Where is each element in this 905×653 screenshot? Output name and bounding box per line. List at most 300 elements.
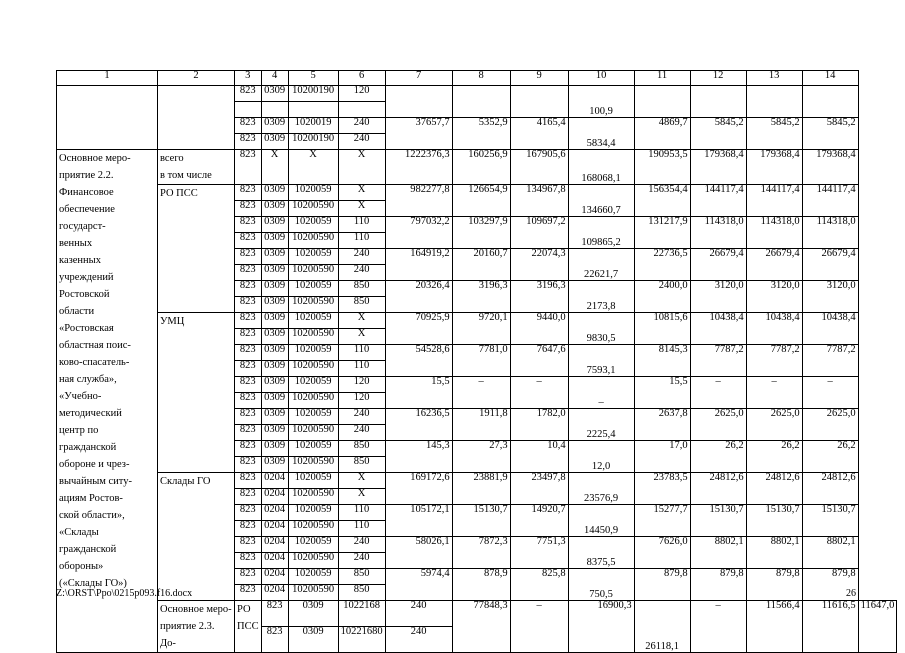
code-cell — [235, 102, 262, 118]
value-cell: 26,2 — [690, 441, 746, 473]
table-row — [57, 601, 897, 627]
code-cell: 10200590 — [288, 585, 338, 601]
value-cell: 15,5 — [634, 377, 690, 409]
value-cell: 1222376,3 — [385, 150, 452, 185]
code-cell: 120 — [338, 86, 385, 102]
value-cell: 23783,5 — [634, 473, 690, 505]
header-cell: 14 — [802, 71, 858, 86]
code-cell: 823 — [235, 473, 262, 489]
value-cell: 7751,3 — [510, 537, 568, 569]
value-cell: 20160,7 — [452, 249, 510, 281]
measure-name-line: области — [59, 306, 95, 317]
code-cell: 110 — [338, 521, 385, 537]
value-cell: 179368,4 — [690, 150, 746, 185]
code-cell: 0204 — [261, 569, 288, 585]
code-cell: 850 — [338, 585, 385, 601]
code-cell: 823 — [235, 281, 262, 297]
value-cell: 22074,3 — [510, 249, 568, 281]
code-cell: 110 — [338, 233, 385, 249]
table-row — [57, 313, 897, 329]
value-cell: 3120,0 — [690, 281, 746, 313]
value-cell: 145,3 — [385, 441, 452, 473]
table-row — [57, 473, 897, 489]
value-cell: 10438,4 — [690, 313, 746, 345]
code-cell: X — [338, 313, 385, 329]
value-cell: 5974,4 — [385, 569, 452, 601]
code-cell: 0309 — [261, 86, 288, 102]
code-cell: 240 — [338, 265, 385, 281]
code-cell: 1022168 — [338, 601, 385, 627]
executor-cell: РО ПСС — [235, 601, 262, 653]
value-cell: 982277,8 — [385, 185, 452, 217]
value-cell: 22736,5 — [634, 249, 690, 281]
code-cell: 823 — [235, 134, 262, 150]
footer-page-number: 26 — [846, 588, 856, 599]
value-cell: 20326,4 — [385, 281, 452, 313]
code-cell: 0309 — [261, 345, 288, 361]
value-cell: 7787,2 — [690, 345, 746, 377]
code-cell: 823 — [235, 201, 262, 217]
measure-name-line: «Склады — [59, 527, 99, 538]
header-cell: 12 — [690, 71, 746, 86]
code-cell: 850 — [338, 569, 385, 585]
code-cell: 850 — [338, 441, 385, 457]
value-cell: 23576,9 — [568, 473, 634, 505]
value-cell: 2173,8 — [568, 281, 634, 313]
code-cell: 0204 — [261, 553, 288, 569]
value-cell: 7647,6 — [510, 345, 568, 377]
code-cell: 1020059 — [288, 281, 338, 297]
value-cell — [510, 86, 568, 118]
value-cell: 54528,6 — [385, 345, 452, 377]
code-cell: 823 — [235, 569, 262, 585]
code-cell: X — [338, 185, 385, 201]
value-cell: 3120,0 — [802, 281, 858, 313]
code-cell: 0204 — [261, 585, 288, 601]
code-cell: 0204 — [261, 473, 288, 489]
code-cell: 823 — [235, 489, 262, 505]
code-cell: 10200590 — [288, 521, 338, 537]
code-cell: 1020059 — [288, 185, 338, 201]
value-cell: 26118,1 — [634, 601, 690, 653]
code-cell: 823 — [235, 265, 262, 281]
code-cell: 0309 — [261, 425, 288, 441]
measure-name-line: ково-спасатель- — [59, 357, 130, 368]
code-cell: 0309 — [261, 118, 288, 134]
value-cell: 879,8 — [634, 569, 690, 601]
value-cell: – — [452, 377, 510, 409]
code-cell: 823 — [235, 118, 262, 134]
code-cell: 0309 — [261, 329, 288, 345]
value-cell: 825,8 — [510, 569, 568, 601]
code-cell: 823 — [235, 313, 262, 329]
code-cell: 0309 — [261, 409, 288, 425]
code-cell: 823 — [235, 233, 262, 249]
value-cell: 58026,1 — [385, 537, 452, 569]
header-cell: 4 — [261, 71, 288, 86]
value-cell: 8145,3 — [634, 345, 690, 377]
code-cell: 1020019 — [288, 118, 338, 134]
measure-2-2-name — [57, 150, 158, 653]
value-cell: 144117,4 — [690, 185, 746, 217]
value-cell: 26,2 — [746, 441, 802, 473]
header-cell: 11 — [634, 71, 690, 86]
code-cell: 0309 — [261, 361, 288, 377]
value-cell: 5352,9 — [452, 118, 510, 150]
header-cell: 8 — [452, 71, 510, 86]
code-cell: 0309 — [261, 249, 288, 265]
code-cell: 240 — [385, 601, 452, 627]
value-cell: 1782,0 — [510, 409, 568, 441]
executor-cell: УМЦ — [158, 313, 235, 473]
value-cell: 8802,1 — [690, 537, 746, 569]
value-cell: 2225,4 — [568, 409, 634, 441]
value-cell: 131217,9 — [634, 217, 690, 249]
value-cell: 16900,3 — [568, 601, 634, 653]
code-cell: 110 — [338, 505, 385, 521]
value-cell: 2400,0 — [634, 281, 690, 313]
code-cell: 0309 — [261, 281, 288, 297]
code-cell: 0309 — [261, 185, 288, 201]
value-cell: 10,4 — [510, 441, 568, 473]
value-cell: 23497,8 — [510, 473, 568, 505]
value-cell: 11647,0 — [858, 601, 897, 653]
value-cell: 14450,9 — [568, 505, 634, 537]
code-cell: 850 — [338, 297, 385, 313]
measure-name-line: казенных — [59, 255, 101, 266]
code-cell: X — [338, 329, 385, 345]
budget-table — [56, 70, 897, 653]
measure-name-line: венных — [59, 238, 93, 249]
code-cell: 240 — [338, 118, 385, 134]
code-cell: 823 — [235, 86, 262, 102]
measure-name-line: ациям Ростов- — [59, 493, 123, 504]
value-cell — [385, 86, 452, 118]
code-cell: 240 — [338, 409, 385, 425]
value-cell: 24812,6 — [802, 473, 858, 505]
value-cell: 134967,8 — [510, 185, 568, 217]
header-cell: 13 — [746, 71, 802, 86]
value-cell: 4869,7 — [634, 118, 690, 150]
code-cell: 0309 — [261, 233, 288, 249]
code-cell: 1020059 — [288, 537, 338, 553]
code-cell: 823 — [235, 377, 262, 393]
value-cell: 7626,0 — [634, 537, 690, 569]
executor-cell: РО ПСС — [158, 185, 235, 313]
value-cell: 169172,6 — [385, 473, 452, 505]
code-cell: 10200590 — [288, 233, 338, 249]
value-cell: – — [746, 377, 802, 409]
code-cell: 823 — [235, 441, 262, 457]
value-cell: 879,8 — [690, 569, 746, 601]
code-cell: X — [338, 473, 385, 489]
code-cell: 0309 — [261, 201, 288, 217]
value-cell: 17,0 — [634, 441, 690, 473]
value-cell: 7781,0 — [452, 345, 510, 377]
code-cell: 1020059 — [288, 505, 338, 521]
header-cell: 3 — [235, 71, 262, 86]
value-cell: 23881,9 — [452, 473, 510, 505]
code-cell: X — [288, 150, 338, 185]
code-cell: 0309 — [261, 393, 288, 409]
value-cell: 7787,2 — [746, 345, 802, 377]
measure-name-line: Ростовской — [59, 289, 110, 300]
measure-name-line: обороне и чрез- — [59, 459, 130, 470]
code-cell: 240 — [385, 627, 452, 653]
value-cell: 879,8 — [802, 569, 858, 601]
code-cell: 10200590 — [288, 553, 338, 569]
code-cell: 1020059 — [288, 345, 338, 361]
code-cell: 823 — [235, 505, 262, 521]
value-cell: 27,3 — [452, 441, 510, 473]
value-cell: 15277,7 — [634, 505, 690, 537]
code-cell: 240 — [338, 553, 385, 569]
code-cell: 10200190 — [288, 134, 338, 150]
value-cell — [802, 86, 858, 118]
value-cell: 750,5 — [568, 569, 634, 601]
measure-name-line: ная служба», — [59, 374, 117, 385]
executor-cell — [158, 150, 235, 185]
code-cell: 10200590 — [288, 265, 338, 281]
code-cell: 850 — [338, 457, 385, 473]
footer-file-path: Z:\ORST\Ppo\0215p093.f16.docx — [56, 588, 193, 599]
value-cell: 12,0 — [568, 441, 634, 473]
code-cell: 10200590 — [288, 329, 338, 345]
value-cell: 10438,4 — [802, 313, 858, 345]
value-cell: – — [690, 601, 746, 653]
value-cell: 70925,9 — [385, 313, 452, 345]
value-cell: 24812,6 — [746, 473, 802, 505]
value-cell: 100,9 — [568, 86, 634, 118]
value-cell: 15130,7 — [452, 505, 510, 537]
code-cell: 0309 — [288, 627, 338, 653]
executor-cell — [158, 86, 235, 150]
value-cell: 10438,4 — [746, 313, 802, 345]
header-cell: 6 — [338, 71, 385, 86]
code-cell: 0204 — [261, 489, 288, 505]
value-cell: 22621,7 — [568, 249, 634, 281]
value-cell: 114318,0 — [690, 217, 746, 249]
measure-name-line: приятие 2.3. До- — [160, 621, 215, 649]
code-cell: 0309 — [261, 457, 288, 473]
value-cell: 26679,4 — [690, 249, 746, 281]
value-cell: 5834,4 — [568, 118, 634, 150]
measure-name-line: государст- — [59, 221, 106, 232]
value-cell: 26679,4 — [802, 249, 858, 281]
value-cell: 5845,2 — [746, 118, 802, 150]
code-cell: 1020059 — [288, 377, 338, 393]
value-cell: 134660,7 — [568, 185, 634, 217]
code-cell: 823 — [235, 297, 262, 313]
value-cell: – — [802, 377, 858, 409]
code-cell: 10200590 — [288, 489, 338, 505]
value-cell: 1911,8 — [452, 409, 510, 441]
value-cell: 15130,7 — [746, 505, 802, 537]
header-cell: 5 — [288, 71, 338, 86]
value-cell: 15130,7 — [690, 505, 746, 537]
measure-name-line: Основное меро- — [59, 153, 131, 164]
value-cell: 164919,2 — [385, 249, 452, 281]
code-cell: 1020059 — [288, 313, 338, 329]
value-cell — [746, 86, 802, 118]
value-cell: 179368,4 — [802, 150, 858, 185]
code-cell: 823 — [235, 521, 262, 537]
code-cell: X — [338, 201, 385, 217]
value-cell: 5845,2 — [802, 118, 858, 150]
value-cell: 15,5 — [385, 377, 452, 409]
code-cell: 1020059 — [288, 473, 338, 489]
value-cell: 7872,3 — [452, 537, 510, 569]
value-cell: 4165,4 — [510, 118, 568, 150]
measure-name-line: обороны» — [59, 561, 104, 572]
value-cell: 14920,7 — [510, 505, 568, 537]
code-cell: 823 — [235, 425, 262, 441]
code-cell: 1020059 — [288, 217, 338, 233]
code-cell: X — [261, 150, 288, 185]
measure-name-line: ской области», — [59, 510, 125, 521]
code-cell: 0309 — [261, 313, 288, 329]
code-cell: 10221680 — [338, 627, 385, 653]
code-cell — [261, 102, 288, 118]
code-cell: X — [338, 489, 385, 505]
table-row — [57, 185, 897, 201]
code-cell: 10200590 — [288, 361, 338, 377]
value-cell: 2625,0 — [746, 409, 802, 441]
code-cell: 823 — [235, 329, 262, 345]
value-cell: 8802,1 — [746, 537, 802, 569]
measure-name-line: Финансовое — [59, 187, 114, 198]
value-cell: 24812,6 — [690, 473, 746, 505]
value-cell: 797032,2 — [385, 217, 452, 249]
code-cell: 1020059 — [288, 249, 338, 265]
measure-2-3-name — [158, 601, 235, 653]
table-row — [57, 86, 897, 102]
executor-line: в том числе — [160, 170, 212, 181]
code-cell: 823 — [235, 537, 262, 553]
value-cell: 114318,0 — [746, 217, 802, 249]
value-cell: 2625,0 — [690, 409, 746, 441]
value-cell — [452, 86, 510, 118]
executor-line: всего — [160, 153, 184, 164]
header-row — [57, 71, 897, 86]
code-cell: 10200590 — [288, 201, 338, 217]
code-cell: 240 — [338, 134, 385, 150]
code-cell: 0309 — [261, 297, 288, 313]
measure-name-line: методический — [59, 408, 122, 419]
value-cell: – — [568, 377, 634, 409]
code-cell: 823 — [235, 553, 262, 569]
code-cell: 240 — [338, 425, 385, 441]
value-cell: 878,9 — [452, 569, 510, 601]
value-cell: – — [510, 601, 568, 653]
code-cell: 823 — [235, 249, 262, 265]
measure-name-line: областная поис- — [59, 340, 131, 351]
code-cell: 823 — [235, 393, 262, 409]
value-cell: 179368,4 — [746, 150, 802, 185]
code-cell: 0204 — [261, 537, 288, 553]
header-cell: 2 — [158, 71, 235, 86]
value-cell: 11566,4 — [746, 601, 802, 653]
measure-name-line: гражданской — [59, 544, 117, 555]
value-cell: 114318,0 — [802, 217, 858, 249]
value-cell: 16236,5 — [385, 409, 452, 441]
measure-name-line: учреждений — [59, 272, 114, 283]
value-cell: 9720,1 — [452, 313, 510, 345]
value-cell: 109865,2 — [568, 217, 634, 249]
value-cell: 879,8 — [746, 569, 802, 601]
code-cell: 1020059 — [288, 409, 338, 425]
code-cell: 0309 — [261, 217, 288, 233]
value-cell: 11616,5 — [802, 601, 858, 653]
value-cell: 2625,0 — [802, 409, 858, 441]
value-cell: 3196,3 — [510, 281, 568, 313]
code-cell: 823 — [235, 345, 262, 361]
code-cell: 823 — [235, 409, 262, 425]
value-cell: 2637,8 — [634, 409, 690, 441]
header-cell: 9 — [510, 71, 568, 86]
table-row — [57, 150, 897, 185]
code-cell: 823 — [235, 217, 262, 233]
value-cell: 168068,1 — [568, 150, 634, 185]
measure-name-line: «Ростовская — [59, 323, 114, 334]
value-cell: 8375,5 — [568, 537, 634, 569]
code-cell: 1020059 — [288, 569, 338, 585]
code-cell: 0204 — [261, 521, 288, 537]
header-cell: 7 — [385, 71, 452, 86]
header-cell: 10 — [568, 71, 634, 86]
code-cell: 0309 — [288, 601, 338, 627]
code-cell: 1020059 — [288, 441, 338, 457]
value-cell — [690, 86, 746, 118]
code-cell: 10200590 — [288, 297, 338, 313]
code-cell: 0309 — [261, 441, 288, 457]
measure-name-line: вычайным ситу- — [59, 476, 132, 487]
value-cell: 144117,4 — [746, 185, 802, 217]
code-cell: 0309 — [261, 134, 288, 150]
measure-name-line: Основное меро- — [160, 604, 232, 615]
code-cell — [338, 102, 385, 118]
row-label-cell — [57, 86, 158, 150]
code-cell: 823 — [261, 627, 288, 653]
measure-name-line: обеспечение — [59, 204, 115, 215]
value-cell: 10815,6 — [634, 313, 690, 345]
value-cell: 3120,0 — [746, 281, 802, 313]
value-cell: 190953,5 — [634, 150, 690, 185]
code-cell: 0204 — [261, 505, 288, 521]
value-cell: 156354,4 — [634, 185, 690, 217]
value-cell: 26,2 — [802, 441, 858, 473]
value-cell: 105172,1 — [385, 505, 452, 537]
code-cell: 120 — [338, 377, 385, 393]
code-cell: 120 — [338, 393, 385, 409]
value-cell: 5845,2 — [690, 118, 746, 150]
value-cell: 77848,3 — [452, 601, 510, 653]
code-cell: 10200590 — [288, 457, 338, 473]
value-cell: 15130,7 — [802, 505, 858, 537]
value-cell: 144117,4 — [802, 185, 858, 217]
code-cell: 240 — [338, 249, 385, 265]
code-cell: 10200190 — [288, 86, 338, 102]
header-cell: 1 — [57, 71, 158, 86]
value-cell: 9440,0 — [510, 313, 568, 345]
code-cell: 823 — [235, 457, 262, 473]
value-cell: 9830,5 — [568, 313, 634, 345]
measure-name-line: приятие 2.2. — [59, 170, 114, 181]
value-cell: 167905,6 — [510, 150, 568, 185]
value-cell: 103297,9 — [452, 217, 510, 249]
code-cell: 0309 — [261, 377, 288, 393]
value-cell — [634, 86, 690, 118]
